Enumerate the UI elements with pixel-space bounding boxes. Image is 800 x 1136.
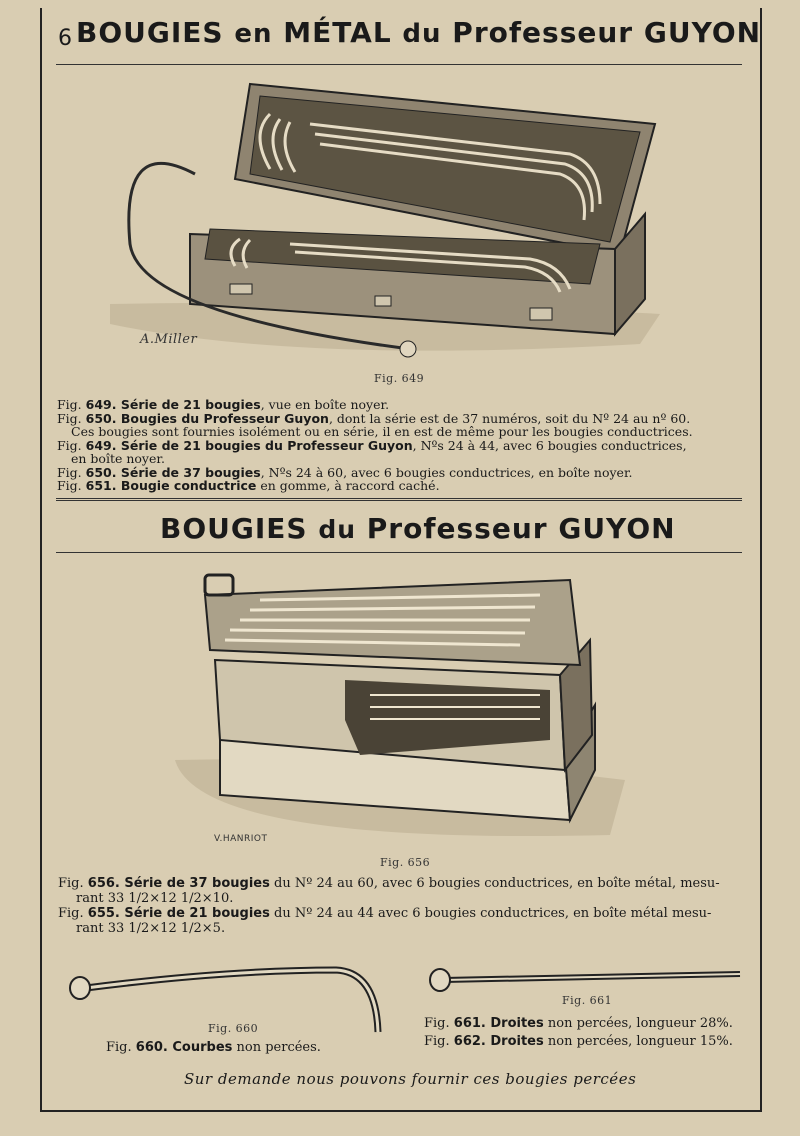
text-line: Ces bougies sont fournies isolément ou en série, il en est de même pour les bougies conductrices. <box>71 424 693 439</box>
text-line: Fig. 655. Série de 21 bougies du Nº 24 au 44 avec 6 bougies conductrices, en boîte métal mesu- <box>58 906 712 921</box>
text-line: Fig. 649. Série de 21 bougies, vue en boîte noyer. <box>57 397 390 412</box>
text-line: Fig. 649. Série de 21 bougies du Professeur Guyon, Nºs 24 à 44, avec 6 bougies conductrices, <box>57 437 687 453</box>
section2-title-rule <box>56 552 742 553</box>
figure-660-caption: Fig. 660 <box>208 1022 259 1035</box>
text-line: Fig. 651. Bougie conductrice en gomme, à raccord caché. <box>57 478 440 493</box>
text-line: rant 33 1/2×12 1/2×5. <box>76 921 226 936</box>
section-divider <box>56 498 742 501</box>
figure-660-description: Fig. 660. Courbes non percées. <box>106 1040 321 1055</box>
section1-text <box>57 398 757 493</box>
straight-bougie-illustration <box>428 964 748 998</box>
text-line: Fig. 656. Série de 37 bougies du Nº 24 au 60, avec 6 bougies conductrices, en boîte métal, mesu- <box>58 876 720 891</box>
section2-text <box>58 876 758 936</box>
engraver-signature-2: V.HANRIOT <box>214 834 268 844</box>
section2-title: BOUGIES du Professeur GUYON <box>160 512 676 545</box>
page-title: BOUGIES en MÉTAL du Professeur GUYON <box>76 16 762 49</box>
metal-case-illustration <box>170 565 630 850</box>
wooden-case-illustration <box>100 74 700 364</box>
engraver-signature: A.Miller <box>140 332 198 347</box>
text-line: Fig. 650. Bougies du Professeur Guyon, dont la série est de 37 numéros, soit du Nº 24 au nº 60. <box>57 410 691 426</box>
figure-661-caption: Fig. 661 <box>562 994 613 1007</box>
title-rule <box>56 64 742 65</box>
page-number: 6 <box>58 26 72 51</box>
figure-656-caption: Fig. 656 <box>380 856 431 869</box>
figure-649-caption: Fig. 649 <box>374 372 425 385</box>
text-line: en boîte noyer. <box>71 451 165 466</box>
figure-661-description: Fig. 661. Droites non percées, longueur 28%. <box>424 1016 733 1031</box>
text-line: rant 33 1/2×12 1/2×10. <box>76 891 234 906</box>
footer-note: Sur demande nous pouvons fournir ces bougies percées <box>184 1070 637 1088</box>
figure-662-description: Fig. 662. Droites non percées, longueur 15%. <box>424 1034 733 1049</box>
text-line: Fig. 650. Série de 37 bougies, Nºs 24 à 60, avec 6 bougies conductrices, en boîte noyer. <box>57 464 633 480</box>
